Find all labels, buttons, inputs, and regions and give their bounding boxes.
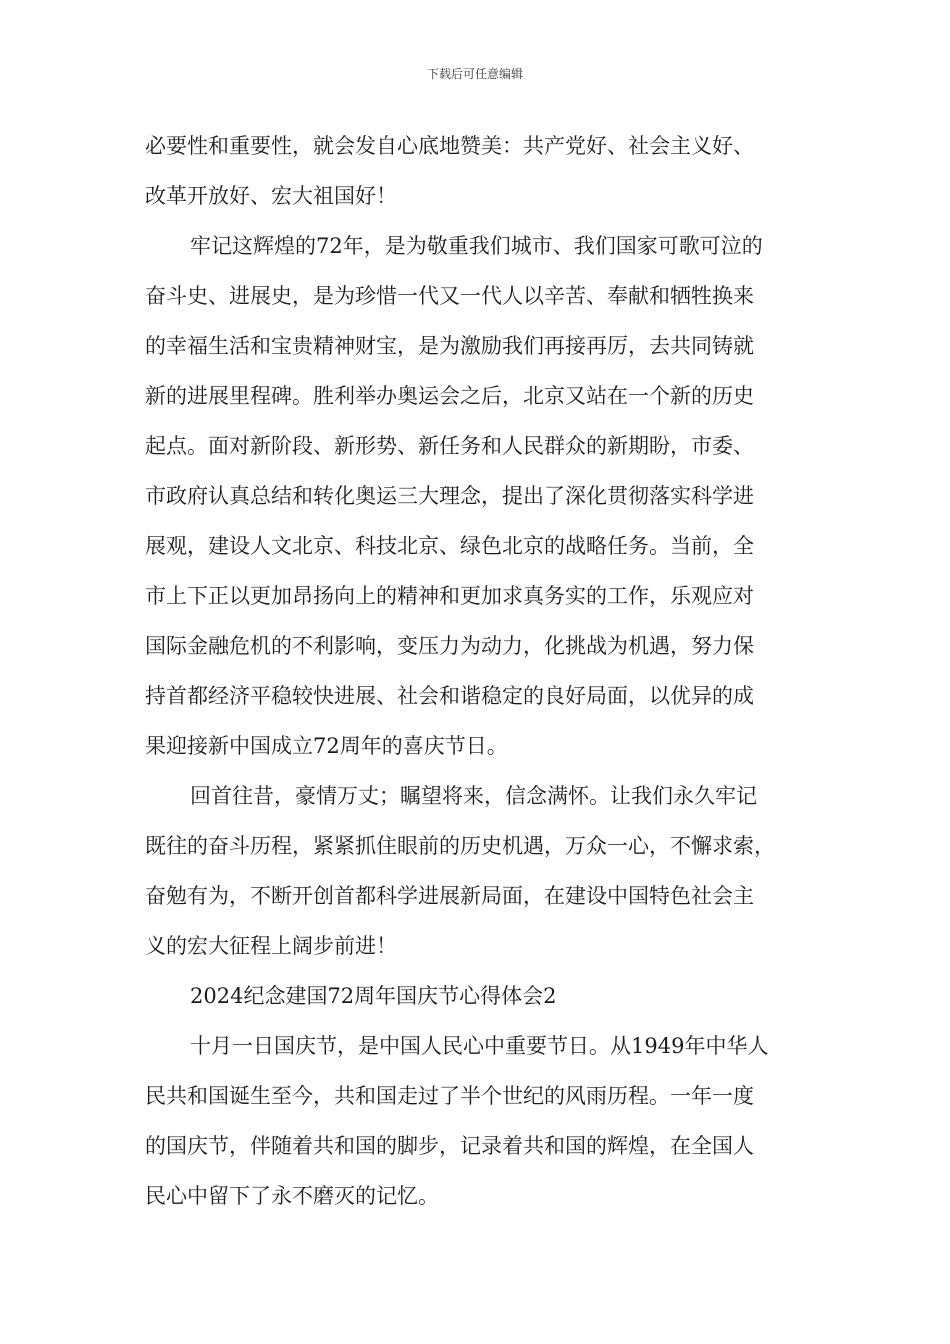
text-line: 民心中留下了永不磨灭的记忆。 xyxy=(145,1184,439,1208)
text-line: 改革开放好、宏大祖国好！ xyxy=(145,184,397,208)
text-line: 国际金融危机的不利影响，变压力为动力，化挑战为机遇，努力保 xyxy=(145,634,754,658)
document-body xyxy=(145,126,810,1226)
text-line: 新的进展里程碑。胜利举办奥运会之后，北京又站在一个新的历史 xyxy=(145,384,754,408)
text-line: 的国庆节，伴随着共和国的脚步，记录着共和国的辉煌，在全国人 xyxy=(145,1134,754,1158)
text-line: 回首往昔，豪情万丈；瞩望将来，信念满怀。让我们永久牢记 xyxy=(190,784,757,808)
text-line: 的幸福生活和宝贵精神财宝，是为激励我们再接再厉，去共同铸就 xyxy=(145,334,754,358)
text-line: 既往的奋斗历程，紧紧抓住眼前的历史机遇，万众一心，不懈求索， xyxy=(145,834,775,858)
text-line: 持首都经济平稳较快进展、社会和谐稳定的良好局面，以优异的成 xyxy=(145,684,754,708)
text-line: 市上下正以更加昂扬向上的精神和更加求真务实的工作，乐观应对 xyxy=(145,584,754,608)
text-line: 起点。面对新阶段、新形势、新任务和人民群众的新期盼，市委、 xyxy=(145,434,754,458)
text-line: 十月一日国庆节，是中国人民心中重要节日。从1949年中华人 xyxy=(190,1034,769,1058)
text-line: 奋斗史、进展史，是为珍惜一代又一代人以辛苦、奉献和牺牲换来 xyxy=(145,284,754,308)
text-line: 牢记这辉煌的72年，是为敬重我们城市、我们国家可歌可泣的 xyxy=(190,234,763,258)
text-line: 义的宏大征程上阔步前进！ xyxy=(145,934,397,958)
text-line: 果迎接新中国成立72周年的喜庆节日。 xyxy=(145,734,508,758)
section-heading: 2024纪念建国72周年国庆节心得体会2 xyxy=(190,984,557,1008)
text-line: 展观，建设人文北京、科技北京、绿色北京的战略任务。当前，全 xyxy=(145,534,754,558)
text-line: 必要性和重要性，就会发自心底地赞美：共产党好、社会主义好、 xyxy=(145,134,754,158)
text-line: 民共和国诞生至今，共和国走过了半个世纪的风雨历程。一年一度 xyxy=(145,1084,754,1108)
text-line: 奋勉有为，不断开创首都科学进展新局面，在建设中国特色社会主 xyxy=(145,884,754,908)
page-header: 下载后可任意编辑 xyxy=(426,67,523,81)
text-line: 市政府认真总结和转化奥运三大理念，提出了深化贯彻落实科学进 xyxy=(145,484,754,508)
